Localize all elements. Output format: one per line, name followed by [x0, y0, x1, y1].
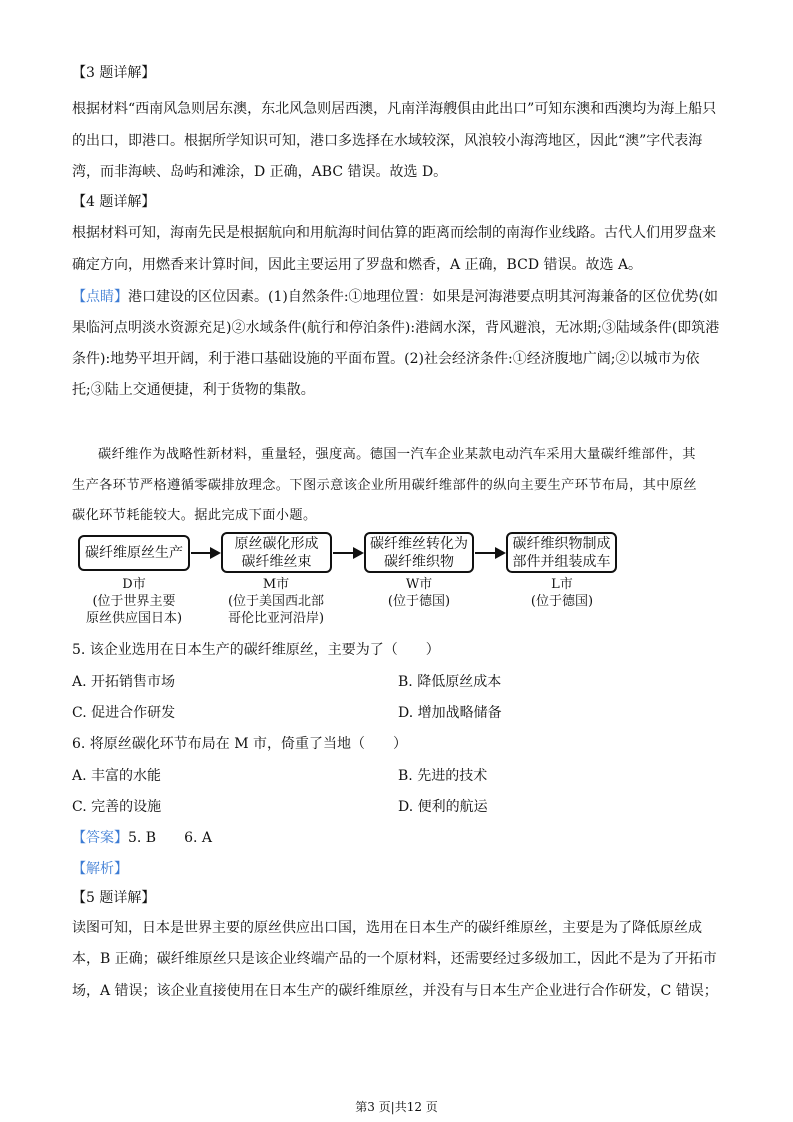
flow-box-1-text: 碳纤维原丝生产: [85, 545, 183, 561]
sec3-heading: 【3 题详解】: [72, 65, 156, 81]
sec5-line-1: 读图可知，日本是世界主要的原丝供应出口国，选用在日本生产的碳纤维原丝，主要是为了降低原丝成: [72, 920, 702, 936]
sec3-line-1: 根据材料“西南风急则居东澳，东北风急则居西澳，凡南洋海艘俱由此出口”可知东澳和西澳均为海上船只: [72, 101, 717, 117]
sec4-line-2: 确定方向，用燃香来计算时间，因此主要运用了罗盘和燃香，A 正确，BCD 错误。故选 A。: [72, 257, 643, 273]
caption-m-note: (位于美国西北部 哥伦比亚河沿岸): [227, 594, 325, 626]
tip-line-4: 托;③陆上交通便捷，利于货物的集散。: [72, 382, 315, 398]
q5-option-a: A. 开拓销售市场: [72, 674, 176, 690]
caption-l-note: (位于德国): [530, 594, 594, 609]
q6-option-b: B. 先进的技术: [398, 768, 488, 784]
sec5-line-2: 本，B 正确；碳纤维原丝只是该企业终端产品的一个原材料，还需要经过多级加工，因此不是为了开拓市: [72, 951, 717, 967]
sec5-line-3: 场，A 错误；该企业直接使用在日本生产的碳纤维原丝，并没有与日本生产企业进行合作研发，C 错误；: [72, 983, 718, 999]
analysis-label: 【解析】: [72, 861, 128, 877]
material-line-3: 碳化环节耗能较大。据此完成下面小题。: [72, 508, 317, 523]
caption-l-city: L市: [551, 577, 573, 592]
sec5-heading: 【5 题详解】: [72, 890, 156, 906]
caption-w-note: (位于德国): [387, 594, 451, 609]
answer-line: [72, 828, 212, 848]
q6-option-d: D. 便利的航运: [398, 799, 488, 815]
q5-option-d: D. 增加战略储备: [398, 705, 502, 721]
q6-stem: 6. 将原丝碳化环节布局在 M 市，倚重了当地（ ）: [72, 736, 408, 752]
flow-box-2-text: 原丝碳化形成 碳纤维丝束: [234, 535, 319, 570]
caption-l: [477, 576, 647, 610]
answer-label: 【答案】: [72, 830, 128, 846]
answer-text: 5. B 6. A: [128, 830, 213, 846]
caption-d-note: (位于世界主要 原丝供应国日本): [85, 594, 183, 626]
sec4-heading: 【4 题详解】: [72, 194, 156, 210]
q5-option-b: B. 降低原丝成本: [398, 674, 502, 690]
sec3-line-3: 湾，而非海峡、岛屿和滩涂，D 正确，ABC 错误。故选 D。: [72, 164, 448, 180]
arrow-2: [333, 547, 364, 559]
tip-line-2: 果临河点明淡水资源充足)②水域条件(航行和停泊条件):港阔水深，背风避浪，无冰期;③陆域条件(即筑港: [72, 320, 720, 336]
sec4-line-1: 根据材料可知，海南先民是根据航向和用航海时间估算的距离而绘制的南海作业线路。古代人们用罗盘来: [72, 225, 716, 241]
q5-stem: 5. 该企业选用在日本生产的碳纤维原丝，主要为了（ ）: [72, 642, 440, 658]
tip-text-1: 港口建设的区位因素。(1)自然条件:①地理位置：如果是河海港要点明其河海兼备的区位优势(如: [128, 289, 719, 305]
sec3-line-2: 的出口，即港口。根据所学知识可知，港口多选择在水域较深，风浪较小海湾地区，因此“澳”字代表海: [72, 133, 703, 149]
page-footer: 第3 页|共12 页: [355, 1100, 438, 1114]
tip-line-3: 条件):地势平坦开阔，利于港口基础设施的平面布置。(2)社会经济条件:①经济腹地广阔;②以城市为依: [72, 351, 700, 367]
flow-box-4-text: 碳纤维织物制成 部件并组装成车: [512, 535, 611, 570]
caption-w-city: W市: [405, 577, 433, 592]
q6-option-a: A. 丰富的水能: [72, 768, 162, 784]
q6-option-c: C. 完善的设施: [72, 799, 162, 815]
caption-m-city: M市: [262, 577, 290, 592]
caption-d-city: D市: [122, 577, 146, 592]
tip-label: 【点睛】: [72, 289, 128, 305]
arrow-3: [475, 547, 506, 559]
q5-option-c: C. 促进合作研发: [72, 705, 176, 721]
material-line-1: 碳纤维作为战略性新材料，重量轻，强度高。德国一汽车企业某款电动汽车采用大量碳纤维部件，其: [98, 447, 696, 462]
flow-box-3-text: 碳纤维丝转化为 碳纤维织物: [370, 535, 468, 570]
material-line-2: 生产各环节严格遵循零碳排放理念。下图示意该企业所用碳纤维部件的纵向主要生产环节布局，其中原丝: [72, 478, 698, 493]
arrow-1: [191, 547, 221, 559]
